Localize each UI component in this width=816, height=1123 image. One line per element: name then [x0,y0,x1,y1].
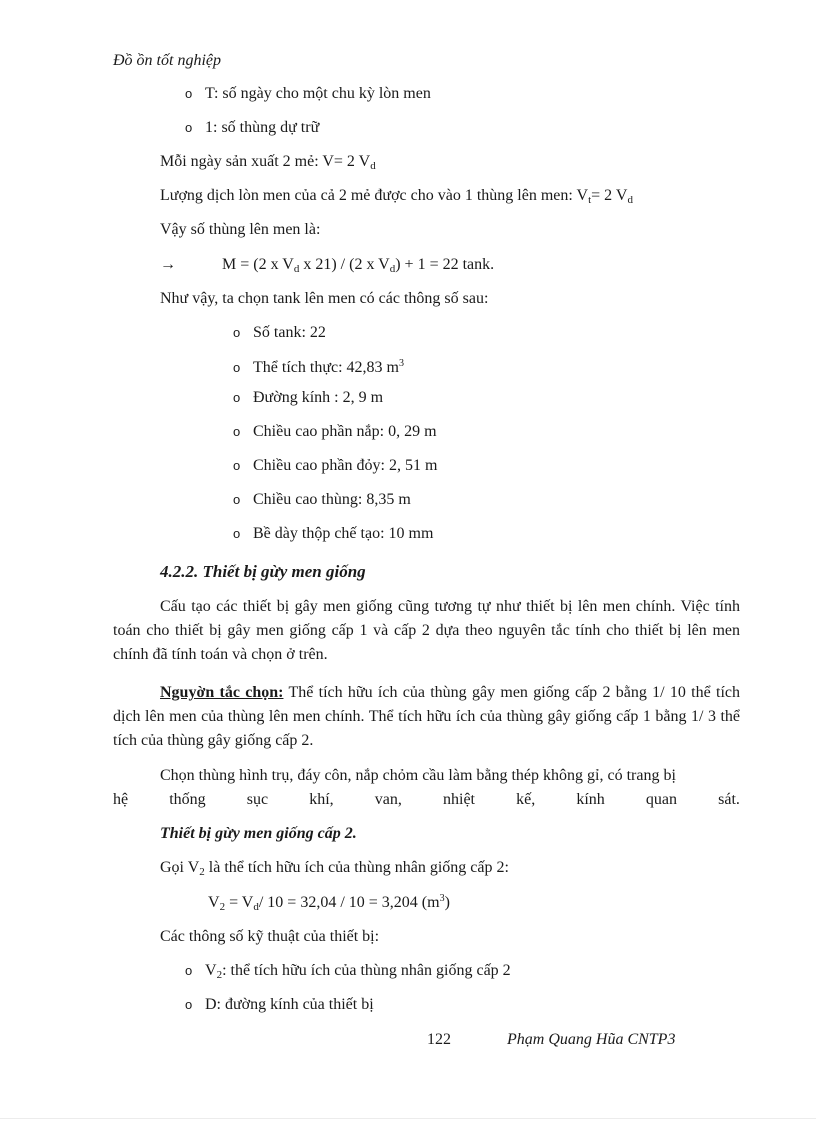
tank-count-line: Vậy số thùng lên men là: [160,221,321,238]
bullet-icon: o [233,390,241,405]
paragraph-tank-line2: hệ thống sục khí, van, nhiệt kế, kính quan sát. [113,791,740,808]
daily-production-line: Mỗi ngày sản xuất 2 mẻ: V= 2 $V_d$ [160,153,376,172]
paragraph-tank-line1: Chọn thùng hình trụ, đáy côn, nắp chỏm cầu làm bằng thép không gỉ, có trang bị [160,767,676,784]
bullet-icon: o [233,526,241,541]
paragraph-principle: Nguyờn tắc chọn: Thể tích hữu ích của thùng gây men giống cấp 2 bằng 1/ 10 thể tích dịch lên men của thùng lên men chính. Thể tích hữu ích của thùng gây giống cấp 1 bằng 1/ 3 thể tích của thùng gây giống cấp 2. [113,684,741,749]
bullet-icon: o [233,424,241,439]
v2-definition-line: Gọi $V_2$ là thể tích hữu ích của thùng nhân giống cấp 2: [160,859,509,878]
spec-item: o Số tank: 22 [233,324,326,341]
formula-v2: $V_2 = V_d/$ 10 = 32,04 / 10 = 3,204 $(m^3)$ [208,893,450,913]
list-item: o D: đường kính của thiết bị [185,996,374,1013]
spec-item: o Đường kính : 2, 9 m [233,389,384,406]
list-item [185,85,431,103]
principle-label: Nguyờn tắc chọn: [160,684,284,701]
bullet-icon: o [185,86,193,101]
list-item: o $V_2$: thể tích hữu ích của thùng nhân giống cấp 2 [185,962,511,981]
page-edge-divider [0,1118,816,1119]
paragraph-structure: Cấu tạo các thiết bị gây men giống cũng tương tự như thiết bị lên men chính. Việc tính toán cho thiết bị gây men giống cấp 1 và cấp 2 dựa theo nguyên tắc tính cho thiết bị lên men chính đã tính toán và chọn ở trên. [113,598,740,663]
list-item-text: T: số ngày cho một chu kỳ lòn men [205,85,431,102]
choose-line: Như vậy, ta chọn tank lên men có các thông số sau: [160,290,489,307]
footer-author: Phạm Quang Hũa CNTP3 [507,1031,676,1048]
bullet-icon: o [233,325,241,340]
arrow-icon: → [160,256,176,273]
list-item-text: 1: số thùng dự trữ [205,119,320,136]
spec-item: o Chiều cao phần đỏy: 2, 51 m [233,457,438,474]
bullet-icon: o [233,458,241,473]
subheading: Thiết bị gừy men giống cấp 2. [160,825,357,842]
spec-item: o Bề dày thộp chế tạo: 10 mm [233,525,434,542]
bullet-icon: o [233,492,241,507]
bullet-icon: o [185,997,193,1012]
spec-item: o Thể tích thực: 42,83 $m^3$ [233,358,404,376]
bullet-icon: o [185,963,193,978]
spec-item: o Chiều cao phần nắp: 0, 29 m [233,423,437,440]
volume-line: Lượng dịch lòn men của cả 2 mẻ được cho vào 1 thùng lên men: $V_t= 2$ $V_d$ [160,187,633,206]
spec-item: o Chiều cao thùng: 8,35 m [233,491,411,508]
formula-m: → M = (2 x $V_d$ x 21) / (2 x $V_d) + 1 = 22$ tank. [160,256,495,275]
params-line: Các thông số kỹ thuật của thiết bị: [160,928,380,945]
bullet-icon: o [233,360,241,375]
page-number: 122 [427,1031,451,1048]
list-item [185,119,319,137]
section-heading: 4.2.2. Thiết bị gừy men giống [160,562,366,581]
bullet-icon: o [185,120,193,135]
running-header: Đồ ồn tốt nghiệp [113,52,221,69]
